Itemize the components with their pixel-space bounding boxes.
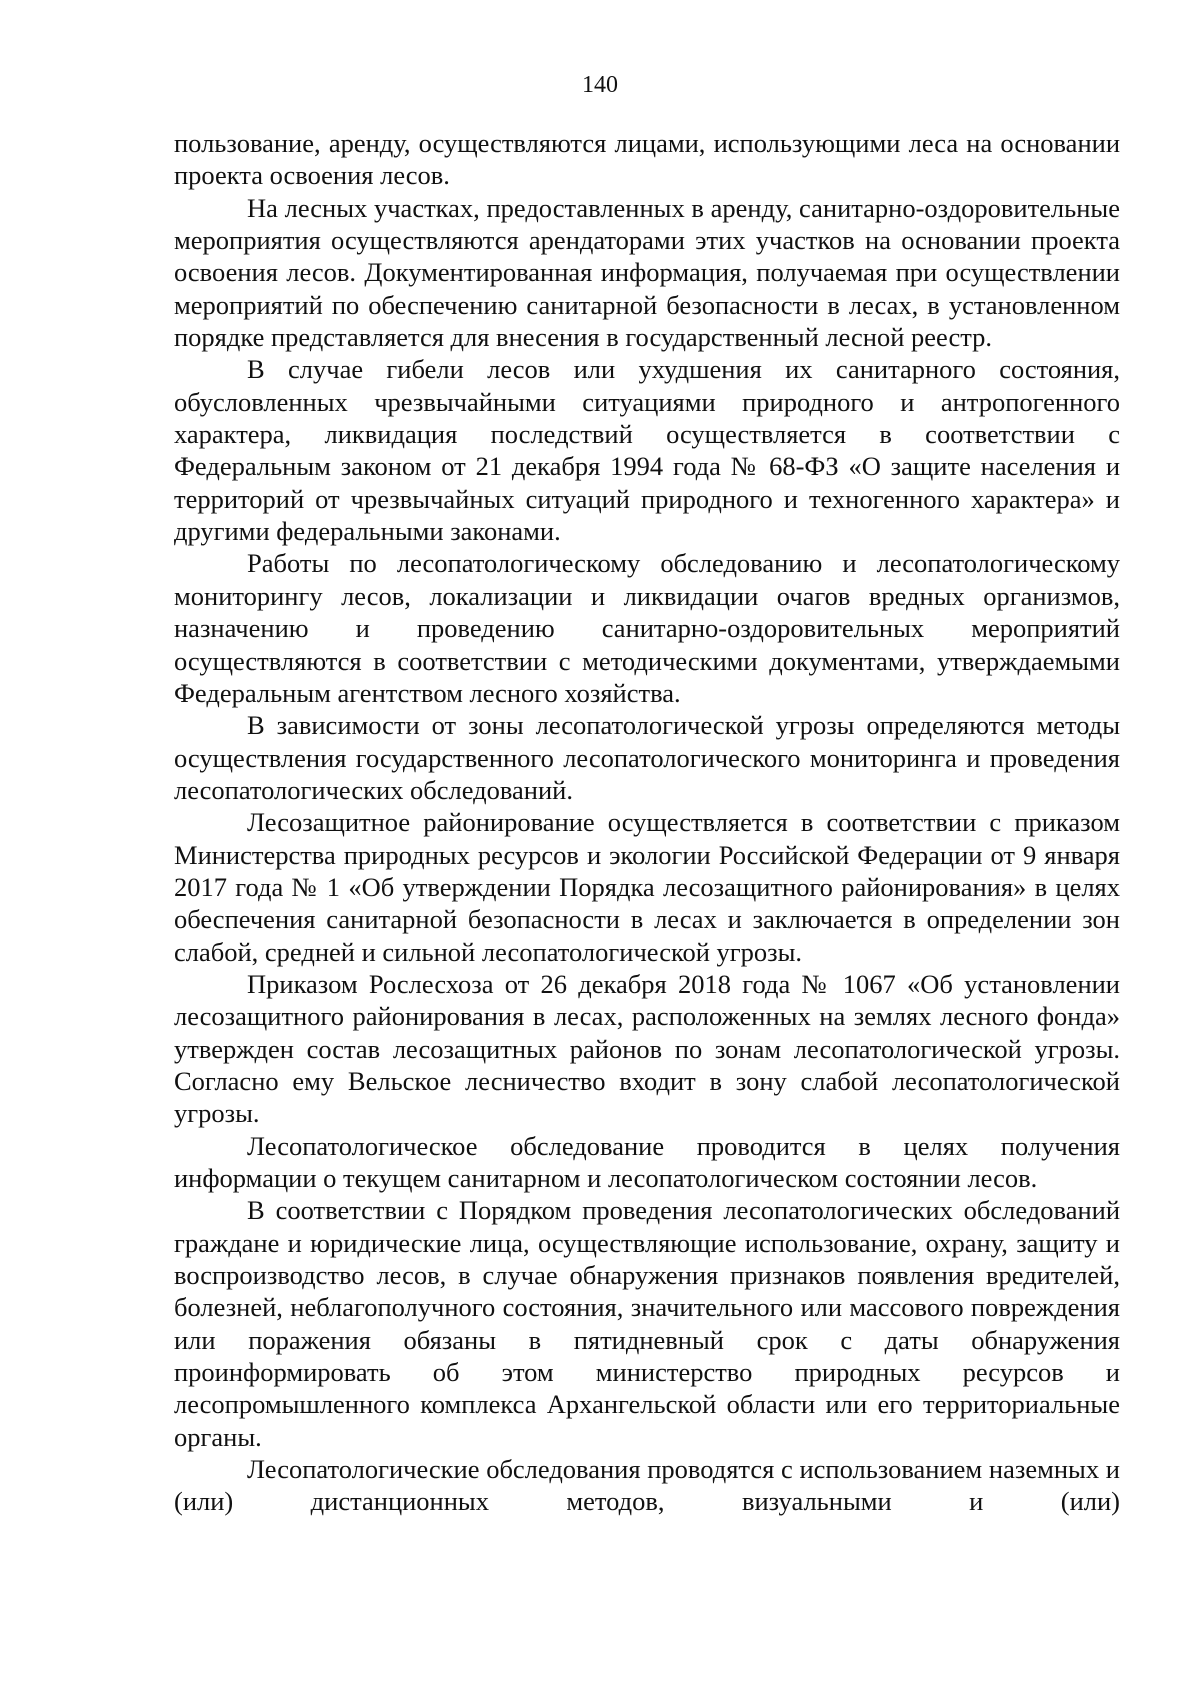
paragraph-5: В зависимости от зоны лесопатологической угрозы определяются методы осуществления государственного лесопатологического мониторинга и проведения лесопатологических обследований.	[174, 710, 1120, 805]
paragraph-10: Лесопатологические обследования проводятся с использованием наземных и (или) дистанционных методов, визуальными и (или)	[174, 1454, 1120, 1517]
paragraph-9: В соответствии с Порядком проведения лесопатологических обследований граждане и юридические лица, осуществляющие использование, охрану, защиту и воспроизводство лесов, в случае обнаружения признаков появления вредителей, болезней, неблагополучного состояния, значительного или массового повреждения или поражения обязаны в пятидневный срок с даты обнаружения проинформировать об этом министерство природных ресурсов и лесопромышленного комплекса Архангельской области или его территориальные органы.	[174, 1195, 1120, 1452]
paragraph-4: Работы по лесопатологическому обследованию и лесопатологическому мониторингу лесов, локализации и ликвидации очагов вредных организмов, назначению и проведению санитарно-оздоровительных мероприятий осуществляются в соответствии с методическими документами, утверждаемыми Федеральным агентством лесного хозяйства.	[174, 548, 1120, 708]
paragraph-2: На лесных участках, предоставленных в аренду, санитарно-оздоровительные мероприятия осуществляются арендаторами этих участков на основании проекта освоения лесов. Документированная информация, получаемая при осуществлении мероприятий по обеспечению санитарной безопасности в лесах, в установленном порядке представляется для внесения в государственный лесной реестр.	[174, 192, 1120, 353]
page-number: 140	[582, 72, 618, 98]
document-body	[174, 127, 1120, 1518]
paragraph-6: Лесозащитное районирование осуществляется в соответствии с приказом Министерства природных ресурсов и экологии Российской Федерации от 9 января 2017 года № 1 «Об утверждении Порядка лесозащитного районирования» в целях обеспечения санитарной безопасности в лесах и заключается в определении зон слабой, средней и сильной лесопатологической угрозы.	[174, 807, 1120, 967]
paragraph-1: пользование, аренду, осуществляются лицами, использующими леса на основании проекта освоения лесов.	[174, 128, 1120, 191]
paragraph-3: В случае гибели лесов или ухудшения их санитарного состояния, обусловленных чрезвычайными ситуациями природного и антропогенного характера, ликвидация последствий осуществляется в соответствии с Федеральным законом от 21 декабря 1994 года № 68-ФЗ «О защите населения и территорий от чрезвычайных ситуаций природного и техногенного характера» и другими федеральными законами.	[174, 354, 1120, 547]
paragraph-7: Приказом Рослесхоза от 26 декабря 2018 года № 1067 «Об установлении лесозащитного районирования в лесах, расположенных на землях лесного фонда» утвержден состав лесозащитных районов по зонам лесопатологической угрозы. Согласно ему Вельское лесничество входит в зону слабой лесопатологической угрозы.	[174, 968, 1120, 1129]
paragraph-8: Лесопатологическое обследование проводится в целях получения информации о текущем санитарном и лесопатологическом состоянии лесов.	[174, 1130, 1120, 1193]
